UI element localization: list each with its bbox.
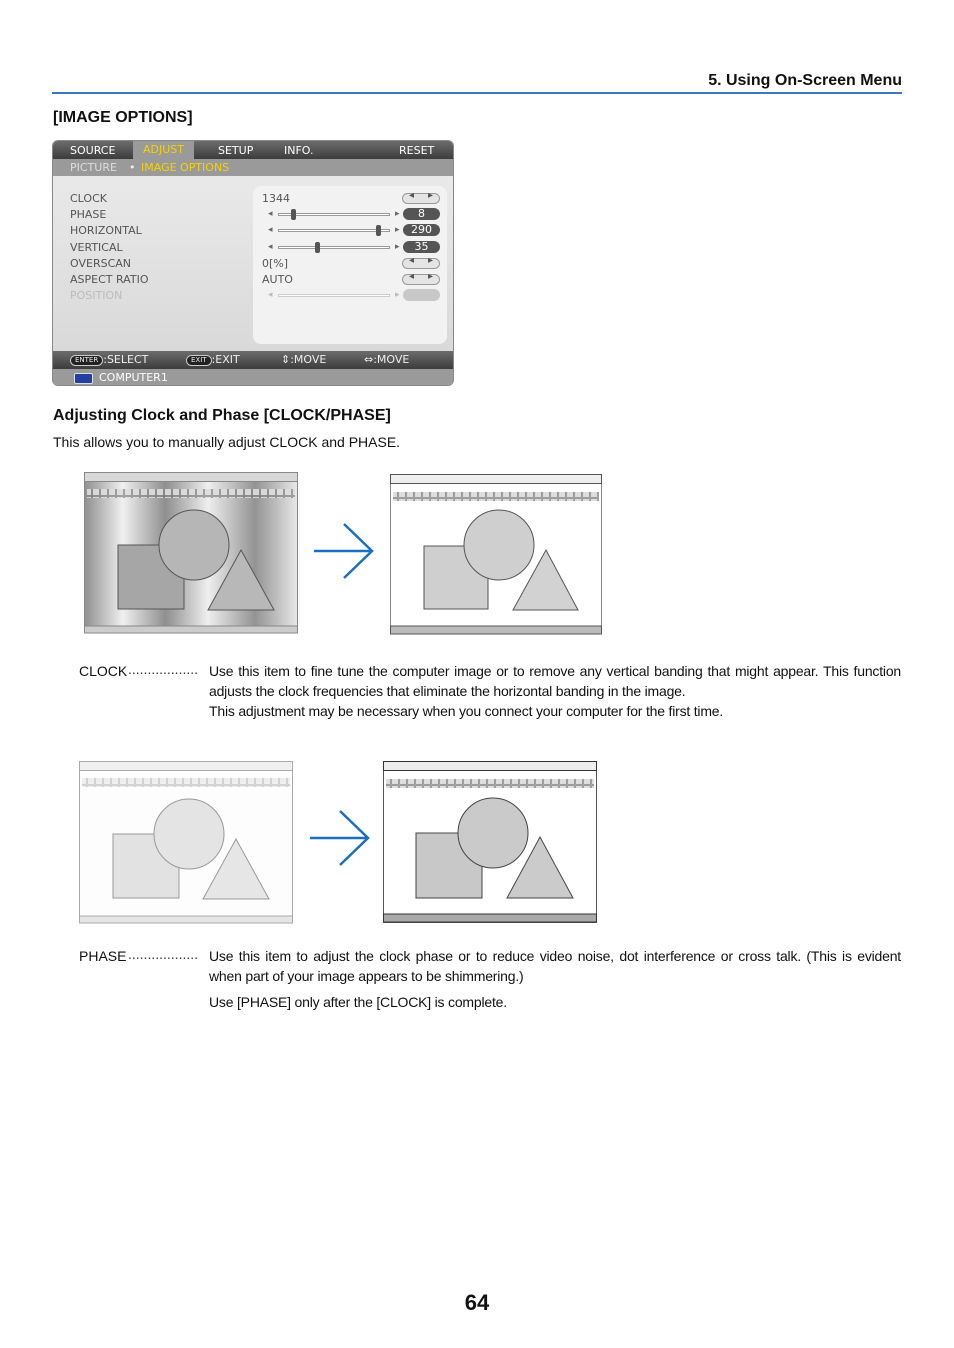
phase-description: Use this item to adjust the clock phase or to reduce video noise, dot interference or cross talk. (This is evident when part of your image appears to be shimmering.) [209,948,901,984]
osd-tab-info[interactable]: INFO. [284,144,314,157]
clock-before-illustration [84,472,299,634]
osd-tab-reset[interactable]: RESET [399,144,435,157]
osd-label-vertical[interactable]: VERTICAL [70,241,123,254]
osd-stepper-aspect-ratio[interactable] [402,274,440,285]
osd-tab-bar [53,141,453,159]
clock-description: Use this item to fine tune the computer image or to remove any vertical banding that might appear. This function adjusts the clock frequencies that eliminate the horizontal banding in the image. [209,663,901,699]
osd-footer-move-horizontal: ⇔:MOVE [364,353,410,366]
clock-term: CLOCK [79,663,128,679]
section-title: [IMAGE OPTIONS] [53,109,193,126]
osd-footer-select [70,351,148,369]
osd-footer-select-label: :SELECT [103,353,149,366]
osd-label-horizontal[interactable]: HORIZONTAL [70,224,142,237]
osd-label-overscan[interactable]: OVERSCAN [70,257,131,270]
chapter-rule [52,92,902,94]
osd-slider-knob-vertical[interactable] [315,242,320,253]
phase-before-illustration [79,761,294,924]
enter-key-icon: ENTER [70,355,103,366]
osd-value-clock: 1344 [262,192,290,205]
left-arrow-icon[interactable]: ◂ [268,209,273,219]
osd-footer-move-vertical: ⇕:MOVE [281,353,327,366]
clock-after-illustration [390,474,603,635]
chapter-heading: 5. Using On-Screen Menu [708,72,902,89]
osd-stepper-overscan[interactable] [402,258,440,269]
intro-text: This allows you to manually adjust CLOCK and PHASE. [53,434,401,450]
osd-value-horizontal: 290 [403,224,440,236]
arrow-right-icon [308,807,374,869]
osd-footer-exit-label: :EXIT [211,353,240,366]
osd-value-position [403,289,440,301]
osd-footer-exit [186,351,240,369]
osd-breadcrumb [53,159,453,176]
osd-crumb-separator: • [129,161,136,174]
phase-leader-dots: .................. [128,946,199,962]
osd-slider-knob-phase[interactable] [291,209,296,220]
osd-value-vertical: 35 [403,241,440,253]
subsection-title: Adjusting Clock and Phase [CLOCK/PHASE] [53,407,391,424]
computer-input-icon [74,373,93,384]
osd-value-phase: 8 [403,208,440,220]
clock-leader-dots: .................. [128,661,199,677]
phase-term: PHASE [79,948,127,964]
osd-label-aspect-ratio[interactable]: ASPECT RATIO [70,273,149,286]
osd-slider-vertical[interactable] [278,246,390,249]
page-number: 64 [464,1290,490,1315]
left-arrow-icon: ◂ [268,290,273,300]
exit-key-icon: EXIT [186,355,212,366]
osd-slider-position [278,294,390,297]
osd-tab-setup[interactable]: SETUP [218,144,254,157]
right-arrow-icon: ▸ [395,290,400,300]
arrow-right-icon [312,520,378,582]
osd-value-aspect-ratio: AUTO [262,273,293,286]
osd-source-bar [53,369,453,386]
left-arrow-icon[interactable]: ◂ [268,225,273,235]
osd-label-position: POSITION [70,289,123,302]
osd-slider-horizontal[interactable] [278,229,390,232]
osd-stepper-clock[interactable] [402,193,440,204]
left-arrow-icon[interactable]: ◂ [268,242,273,252]
right-arrow-icon[interactable]: ▸ [395,225,400,235]
osd-label-phase[interactable]: PHASE [70,208,107,221]
clock-note: This adjustment may be necessary when you connect your computer for the first time. [209,703,724,719]
osd-value-overscan: 0[%] [262,257,289,270]
right-arrow-icon[interactable]: ▸ [395,242,400,252]
phase-after-illustration [383,761,598,924]
osd-menu [52,140,454,386]
osd-tab-adjust[interactable]: ADJUST [133,141,194,159]
osd-slider-knob-horizontal[interactable] [376,225,381,236]
osd-source-name: COMPUTER1 [99,371,168,384]
osd-crumb-image-options: IMAGE OPTIONS [141,161,230,174]
osd-footer [53,351,453,369]
phase-note: Use [PHASE] only after the [CLOCK] is complete. [209,994,507,1010]
right-arrow-icon[interactable]: ▸ [395,209,400,219]
osd-label-clock[interactable]: CLOCK [70,192,107,205]
osd-tab-source[interactable]: SOURCE [70,144,116,157]
osd-crumb-picture[interactable]: PICTURE [70,161,117,174]
